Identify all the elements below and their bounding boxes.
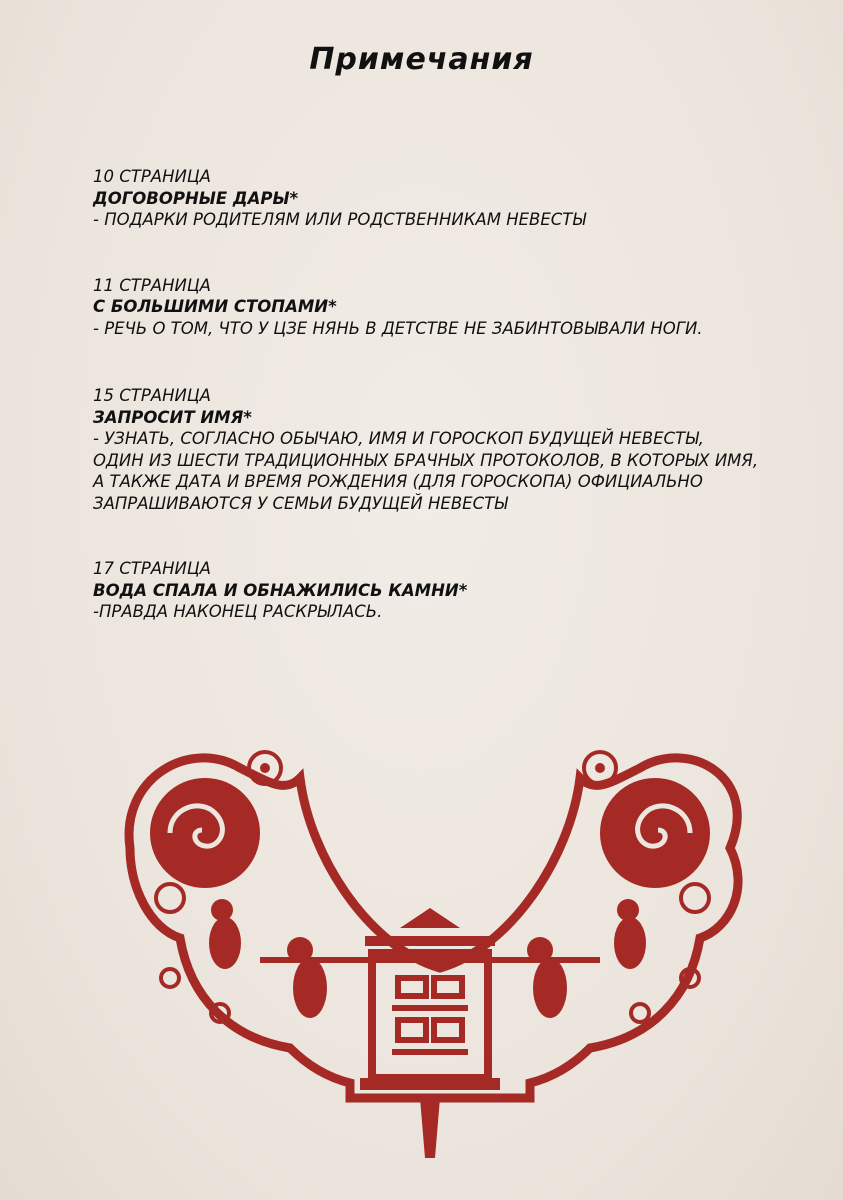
note-item — [93, 166, 793, 231]
note-term: ЗАПРОСИТ ИМЯ* — [93, 407, 252, 427]
note-explanation: ЗАПРАШИВАЮТСЯ У СЕМЬИ БУДУЩЕЙ НЕВЕСТЫ — [93, 493, 508, 513]
note-page-ref: 11 СТРАНИЦА — [93, 275, 211, 295]
note-explanation: - УЗНАТЬ, СОГЛАСНО ОБЫЧАЮ, ИМЯ И ГОРОСКОП БУДУЩЕЙ НЕВЕСТЫ, — [93, 429, 704, 448]
notes-list — [93, 166, 793, 667]
note-page-ref: 17 СТРАНИЦА — [93, 559, 211, 578]
note-page-ref: 15 СТРАНИЦА — [93, 386, 211, 405]
note-explanation: А ТАКЖЕ ДАТА И ВРЕМЯ РОЖДЕНИЯ (ДЛЯ ГОРОСКОПА) ОФИЦИАЛЬНО — [93, 472, 703, 491]
note-term: С БОЛЬШИМИ СТОПАМИ* — [93, 297, 337, 316]
note-term: ДОГОВОРНЫЕ ДАРЫ* — [93, 188, 299, 208]
note-explanation: - РЕЧЬ О ТОМ, ЧТО У ЦЗЕ НЯНЬ В ДЕТСТВЕ НЕ ЗАБИНТОВЫВАЛИ НОГИ. — [93, 318, 703, 338]
note-item — [93, 558, 793, 623]
papercut-ornament-icon — [110, 738, 750, 1178]
page-title: Примечания — [309, 42, 534, 77]
note-explanation: -ПРАВДА НАКОНЕЦ РАСКРЫЛАСЬ. — [93, 602, 383, 621]
note-explanation: ОДИН ИЗ ШЕСТИ ТРАДИЦИОННЫХ БРАЧНЫХ ПРОТОКОЛОВ, В КОТОРЫХ ИМЯ, — [93, 450, 759, 470]
note-item — [93, 385, 793, 514]
note-explanation: - ПОДАРКИ РОДИТЕЛЯМ ИЛИ РОДСТВЕННИКАМ НЕВЕСТЫ — [93, 210, 586, 229]
note-page-ref: 10 СТРАНИЦА — [93, 167, 211, 186]
note-term: ВОДА СПАЛА И ОБНАЖИЛИСЬ КАМНИ* — [93, 580, 468, 600]
note-item — [93, 275, 793, 340]
